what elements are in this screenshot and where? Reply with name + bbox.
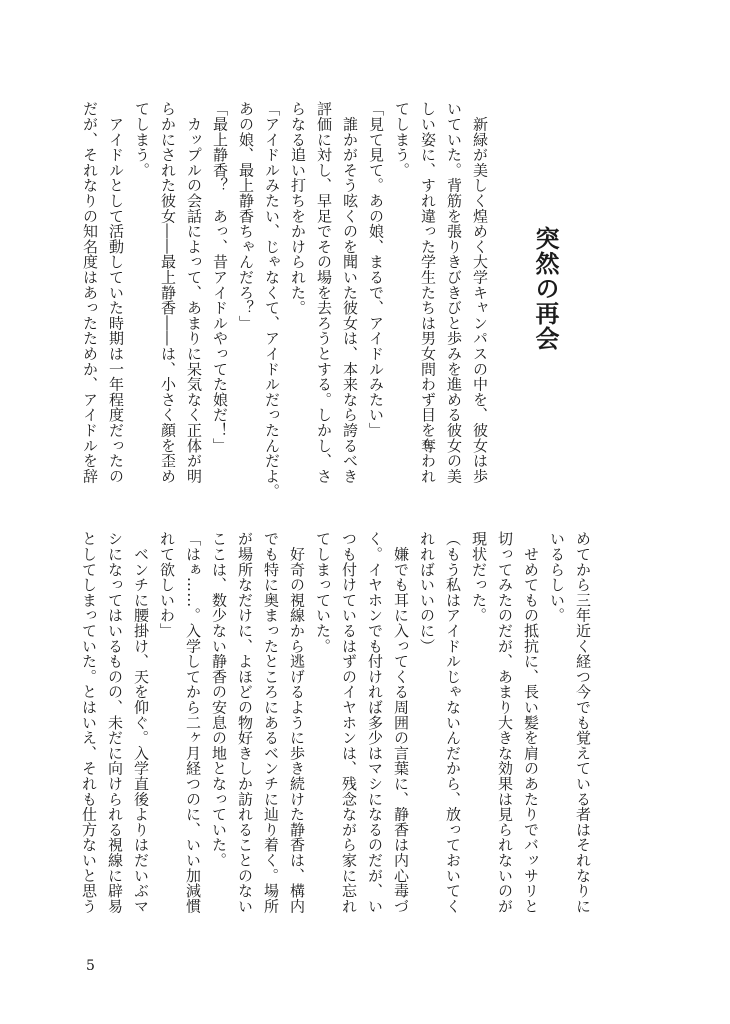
text-column: しい姿に、すれ違った学生たちは男女問わず目を奪われ [419, 101, 437, 484]
text-column: く。イヤホンでも付ければ多少はマシになるのだが、い [366, 531, 384, 914]
text-column: 好奇の視線から逃げるように歩き続けた静香は、構内 [288, 531, 306, 914]
text-column: せめてもの抵抗に、長い髪を肩のあたりでバッサリと [522, 531, 540, 914]
text-column: カップルの会話によって、あまりに呆気なく正体が明 [185, 101, 203, 484]
text-column: らかにされた彼女――最上静香――は、小さく顔を歪め [159, 101, 177, 484]
text-column: れればいいのに） [418, 531, 436, 654]
text-column: 「最上静香？ あっ、昔アイドルやってた娘だ！」 [211, 101, 229, 453]
text-column: てしまっていた。 [314, 531, 332, 654]
text-column: だが、それなりの知名度はあったためか、アイドルを辞 [81, 101, 99, 484]
text-column: でも特に奥まったところにあるベンチに辿り着く。場所 [262, 531, 280, 914]
text-column: （もう私はアイドルじゃないんだから、放っておいてく [444, 531, 462, 914]
text-column: いるらしい。 [548, 531, 566, 623]
text-column: 切ってみたのだが、あまり大きな効果は見られないのが [496, 531, 514, 914]
text-column: 誰かがそう呟くのを聞いた彼女は、本来なら誇るべき [341, 101, 359, 484]
page-number: 5 [86, 958, 95, 974]
text-column: めてから三年近く経つ今でも覚えている者はそれなりに [574, 531, 592, 914]
text-column: いていた。背筋を張りきびきびと歩みを進める彼女の美 [445, 101, 463, 484]
text-column: 評価に対し、早足でその場を去ろうとする。しかし、さ [315, 101, 333, 484]
text-column: 「はぁ……。入学してから二ヶ月経つのに、いい加減慣 [184, 531, 202, 914]
chapter-title: 突然の再会 [531, 226, 560, 351]
text-column: 「アイドルみたい、じゃなくて、アイドルだったんだよ。 [263, 101, 281, 499]
text-column: 新緑が美しく煌めく大学キャンパスの中を、彼女は歩 [471, 101, 489, 484]
text-column: としてしまっていた。とはいえ、それも仕方ないと思う [80, 531, 98, 914]
text-column: 「見て見て。あの娘、まるで、アイドルみたい」 [367, 101, 385, 438]
text-column: 嫌でも耳に入ってくる周囲の言葉に、静香は内心毒づ [392, 531, 410, 914]
text-column: らなる追い打ちをかけられた。 [289, 101, 307, 316]
text-column: シになってはいるものの、未だに向けられる視線に辟易 [106, 531, 124, 914]
text-column: てしまう。 [393, 101, 411, 178]
body-text-upper [77, 101, 493, 499]
text-column: つも付けているはずのイヤホンは、残念ながら家に忘れ [340, 531, 358, 914]
text-column: れて欲しいわ」 [158, 531, 176, 639]
text-column: あの娘、最上静香ちゃんだろ？」 [237, 101, 255, 331]
text-column: てしまう。 [133, 101, 151, 178]
text-column: が場所なだけに、よほどの物好きしか訪れることのない [236, 531, 254, 914]
text-column: ベンチに腰掛け、天を仰ぐ。入学直後よりはだいぶマ [132, 531, 150, 914]
text-column: 現状だった。 [470, 531, 488, 623]
text-column: ここは、数少ない静香の安息の地となっていた。 [210, 531, 228, 868]
text-column: アイドルとして活動していた時期は一年程度だったの [107, 101, 125, 484]
body-text-lower [76, 531, 596, 921]
